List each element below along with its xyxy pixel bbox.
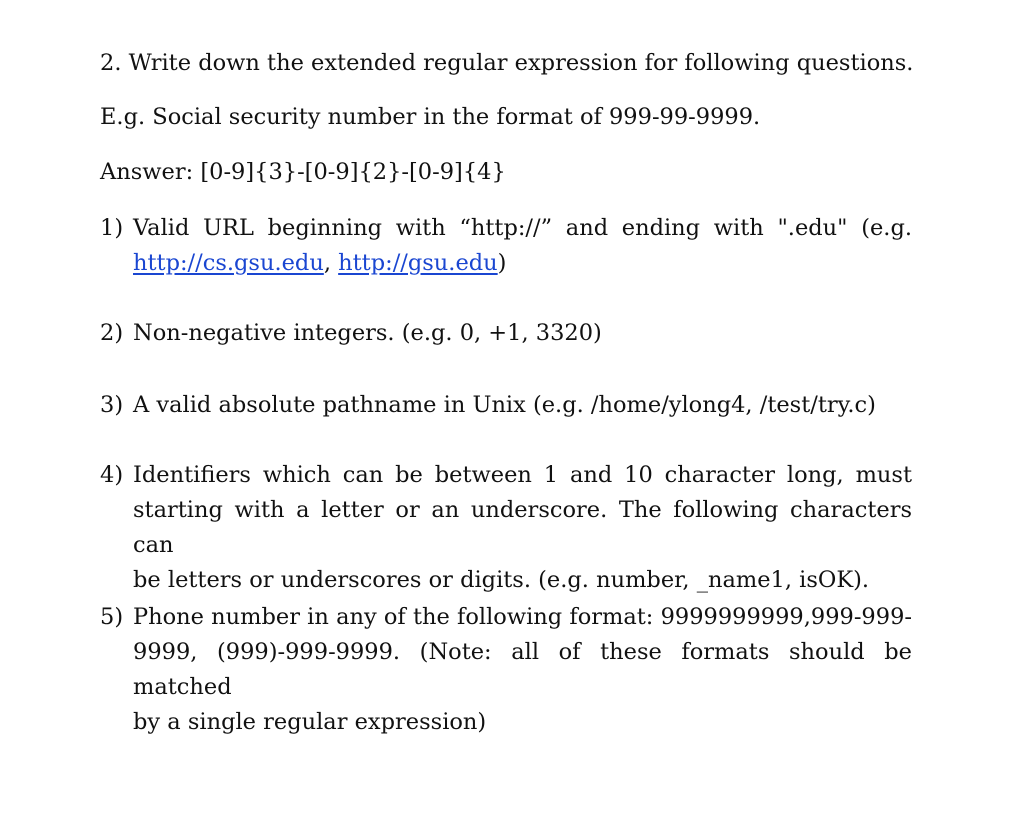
link-cs-gsu-edu[interactable]: http://cs.gsu.edu: [133, 250, 324, 276]
list-item-1: [100, 211, 912, 281]
item-number: 4): [100, 462, 124, 488]
list-item-4: [100, 458, 912, 598]
item-body: [133, 600, 912, 740]
link-gsu-edu[interactable]: http://gsu.edu: [338, 250, 498, 276]
item-line: Valid URL beginning with “http://” and ending with ".edu" (e.g.: [133, 215, 912, 241]
item-body: [133, 458, 912, 598]
example-text: E.g. Social security number in the format of 999-99-9999.: [100, 104, 761, 130]
closing-paren: ): [497, 250, 507, 276]
item-body: [133, 211, 912, 281]
answer-text: Answer: [0-9]{3}-[0-9]{2}-[0-9]{4}: [100, 159, 506, 185]
item-line: Non-negative integers. (e.g. 0, +1, 3320): [133, 320, 602, 346]
item-number: 2): [100, 320, 124, 346]
item-line: [133, 246, 912, 281]
item-body: [133, 388, 912, 423]
item-number: 1): [100, 215, 124, 241]
list-item-2: [100, 316, 912, 351]
item-number: 3): [100, 392, 124, 418]
item-line: 9999, (999)-999-9999. (Note: all of these formats should be matched: [133, 639, 912, 700]
item-number: 5): [100, 604, 124, 630]
item-line: A valid absolute pathname in Unix (e.g. /home/ylong4, /test/try.c): [133, 392, 876, 418]
question-title: 2. Write down the extended regular expression for following questions.: [100, 50, 914, 76]
item-body: [133, 316, 912, 351]
list-item-5: [100, 600, 912, 740]
item-line: Phone number in any of the following format: 9999999999,999-999-: [133, 604, 912, 630]
item-line: by a single regular expression): [133, 709, 487, 735]
item-line: be letters or underscores or digits. (e.g. number, _name1, isOK).: [133, 567, 870, 593]
item-line: Identifiers which can be between 1 and 10 character long, must: [133, 462, 912, 488]
item-line: starting with a letter or an underscore. The following characters can: [133, 497, 912, 558]
link-separator: ,: [323, 250, 339, 276]
list-item-3: [100, 388, 912, 423]
